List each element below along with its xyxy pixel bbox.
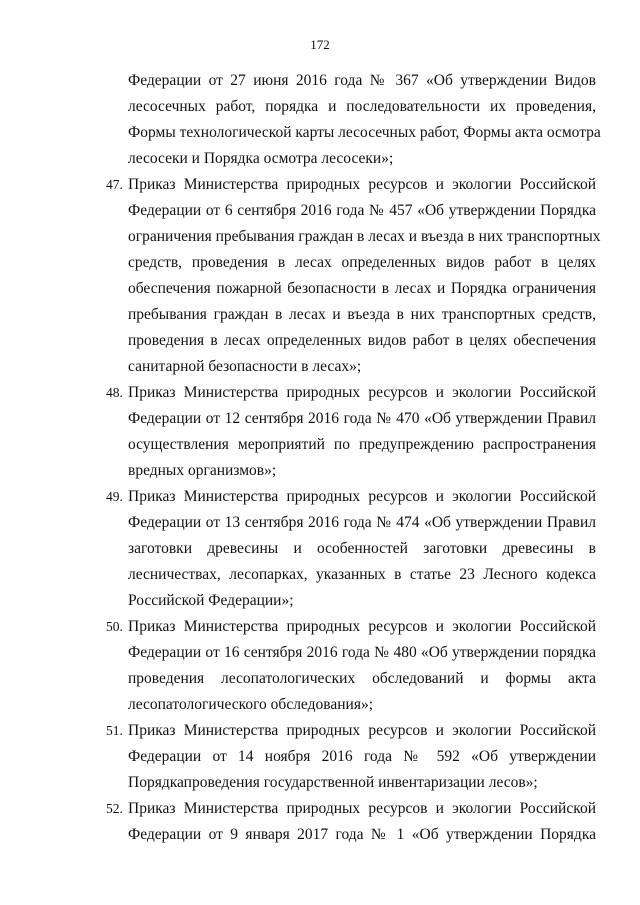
item-number: 49. (106, 489, 123, 504)
text-line (106, 380, 596, 406)
item-number: 52. (106, 801, 123, 816)
document-body (106, 68, 601, 848)
intro-paragraph (106, 68, 601, 172)
text-line: пребывания граждан в лесах и въезда в них транспортных средств, (128, 306, 596, 323)
text-line (106, 718, 596, 744)
page-number: 172 (310, 37, 330, 52)
item-text: Приказ Министерства природных ресурсов и экологии Российской (128, 176, 596, 193)
text-line: лесопатологического обследования»; (128, 696, 374, 713)
item-text: Приказ Министерства природных ресурсов и экологии Российской (128, 384, 596, 401)
text-line: лесничествах, лесопарках, указанных в статье 23 Лесного кодекса (128, 566, 596, 583)
item-text: Приказ Министерства природных ресурсов и экологии Российской (128, 722, 596, 739)
list-item (106, 172, 601, 380)
text-line: средств, проведения в лесах определенных видов работ в целях (128, 254, 596, 271)
text-line: проведения в лесах определенных видов работ в целях обеспечения (128, 332, 596, 349)
text-line (106, 484, 596, 510)
text-line (106, 796, 596, 822)
item-number: 47. (106, 177, 123, 192)
text-line: санитарной безопасности в лесах»; (128, 358, 362, 375)
list-item (106, 718, 596, 796)
item-text: Приказ Министерства природных ресурсов и экологии Российской (128, 488, 596, 505)
text-line (106, 614, 596, 640)
list-item (106, 484, 596, 614)
item-number: 48. (106, 385, 123, 400)
text-line: Формы технологической карты лесосечных работ, Формы акта осмотра (128, 124, 601, 141)
list-item (106, 614, 596, 718)
text-line: Федерации от 27 июня 2016 года № 367 «Об утверждении Видов (128, 72, 596, 89)
text-line: Федерации от 12 сентября 2016 года № 470 «Об утверждении Правил (128, 410, 596, 427)
item-text: Приказ Министерства природных ресурсов и экологии Российской (128, 618, 596, 635)
text-line: ограничения пребывания граждан в лесах и въезда в них транспортных (128, 228, 601, 245)
text-line: лесосечных работ, порядка и последовательности их проведения, (128, 98, 596, 115)
item-number: 51. (106, 723, 123, 738)
item-number: 50. (106, 619, 123, 634)
text-line: лесосеки и Порядка осмотра лесосеки»; (128, 150, 394, 167)
text-line: Федерации от 9 января 2017 года № 1 «Об утверждении Порядка (128, 826, 596, 843)
text-line (106, 172, 596, 198)
text-line: проведения лесопатологических обследований и формы акта (128, 670, 596, 687)
text-line: Российской Федерации»; (128, 592, 294, 609)
text-line: Федерации от 16 сентября 2016 года № 480 «Об утверждении порядка (128, 644, 596, 661)
list-item (106, 796, 596, 848)
text-line: Федерации от 6 сентября 2016 года № 457 «Об утверждении Порядка (128, 202, 596, 219)
text-line: обеспечения пожарной безопасности в лесах и Порядка ограничения (128, 280, 596, 297)
text-line: Федерации от 13 сентября 2016 года № 474 «Об утверждении Правил (128, 514, 596, 531)
text-line: заготовки древесины и особенностей заготовки древесины в (128, 540, 596, 557)
item-text: Приказ Министерства природных ресурсов и экологии Российской (128, 800, 596, 817)
text-line: осуществления мероприятий по предупреждению распространения (128, 436, 596, 453)
list-item (106, 380, 596, 484)
text-line: вредных организмов»; (128, 462, 277, 479)
text-line: Федерации от 14 ноября 2016 года № 592 «Об утверждении (128, 748, 596, 765)
text-line: Порядкапроведения государственной инвентаризации лесов»; (128, 774, 538, 791)
